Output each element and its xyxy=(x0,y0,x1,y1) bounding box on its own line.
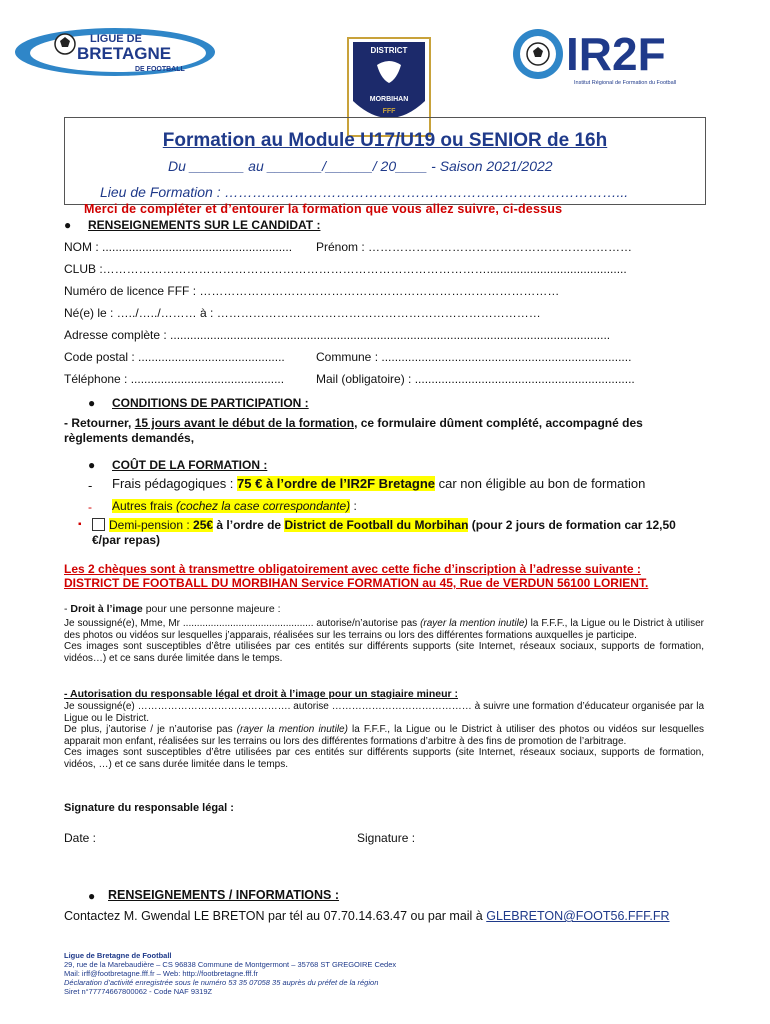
conditions-heading: CONDITIONS DE PARTICIPATION : xyxy=(112,396,309,410)
footer-address: 29, rue de la Marebaudière – CS 96838 Commune de Montgermont – 35768 ST GREGOIRE Cedex xyxy=(64,960,397,969)
ligue-bretagne-logo xyxy=(10,22,220,80)
signature-label: Signature : xyxy=(357,831,416,845)
autres-line: Autres frais (cochez la case correspondante) : xyxy=(112,499,357,513)
instructions-text: Merci de compléter et d’entourer la formation que vous allez suivre, ci-dessus xyxy=(84,202,563,216)
contact-email-link[interactable]: GLEBRETON@FOOT56.FFF.FR xyxy=(486,909,670,923)
dates-line: Du _______ au _______/______/ 20____ - Saison 2021/2022 xyxy=(168,158,553,174)
image-rights-minor-text: Je soussigné(e) ………………………………………. autorise …………………………………… à suivre une formation d’éducateur organisée par la Ligue ou le District. De plus, j’autorise / je n’autorise pas (rayer la mention inutile) la F.F.F., la Ligue ou le District à utiliser des photos ou vidéos sur lesquelles apparait mon enfant, réalisées sur les terrains ou lors des différentes formations d’arbitre à des fins de promotion de l’arbitrage. Ces images sont susceptibles d’être utilisées par ces entités sur différents supports (site Internet, réseaux sociaux, supports de formation, vidéos, …) et ce sans durée limitée dans le temps. xyxy=(64,701,705,770)
nom-field[interactable]: NOM : ......................................................... xyxy=(64,240,293,254)
contact-line: Contactez M. Gwendal LE BRETON par tél au 07.70.14.63.47 ou par mail à GLEBRETON@FOOT56.FFF.FR xyxy=(64,909,670,923)
licence-field[interactable]: Numéro de licence FFF : ……………………………………………………………………………… xyxy=(64,284,560,298)
club-field[interactable]: CLUB :…………………………………………………………………………………….......................................... xyxy=(64,262,627,276)
ir2f-logo-sub: Institut Régional de Formation du Football xyxy=(574,80,677,86)
bullet-icon: ▪ xyxy=(78,519,82,530)
date-label: Date : xyxy=(64,831,97,845)
district-logo-top: DISTRICT xyxy=(370,46,408,55)
cost-heading: COÛT DE LA FORMATION : xyxy=(112,458,268,472)
signature-heading: Signature du responsable légal : xyxy=(64,802,234,814)
district-logo-sub: FFF xyxy=(382,108,396,115)
frais-line: Frais pédagogiques : 75 € à l’ordre de l’IR2F Bretagne car non éligible au bon de formation xyxy=(112,476,646,491)
adresse-field[interactable]: Adresse complète : .................................................................................................................................... xyxy=(64,328,611,342)
footer-org: Ligue de Bretagne de Football xyxy=(64,951,172,960)
demi-pension-checkbox[interactable] xyxy=(92,518,105,531)
cheques-line-2: DISTRICT DE FOOTBALL DU MORBIHAN Service FORMATION au 45, Rue de VERDUN 56100 LORIENT. xyxy=(64,576,649,590)
cheques-line-1: Les 2 chèques sont à transmettre obligatoirement avec cette fiche d’inscription à l’adresse suivante : xyxy=(64,562,641,576)
ir2f-logo-name: IR2F xyxy=(566,28,666,80)
footer-siret: Siret n°77774667800062 - Code NAF 9319Z xyxy=(64,987,213,996)
mail-field[interactable]: Mail (obligatoire) : .................................................................. xyxy=(316,372,635,386)
ligue-logo-line2: BRETAGNE xyxy=(77,44,172,63)
bullet-icon: ● xyxy=(88,396,96,410)
lieu-line: Lieu de Formation : …………………………………………………………………………... xyxy=(100,184,629,200)
footer xyxy=(64,951,704,996)
dash-icon: - xyxy=(88,478,93,493)
prenom-field[interactable]: Prénom : ………………………………………………………… xyxy=(316,240,633,254)
conditions-text: - Retourner, 15 jours avant le début de la formation, ce formulaire dûment complété, accompagné des règlements demandés, xyxy=(64,416,643,445)
demi-line: Demi-pension : 25€ à l’ordre de District de Football du Morbihan (pour 2 jours de formation car 12,50 €/par repas) xyxy=(92,518,676,547)
telephone-field[interactable]: Téléphone : .............................................. xyxy=(64,372,285,386)
footer-declaration: Déclaration d’activité enregistrée sous le numéro 53 35 07058 35 auprès du préfet de la région xyxy=(64,978,379,987)
naissance-field[interactable]: Né(e) le : …../…../……… à : ……………………………………………………………………… xyxy=(64,306,541,320)
ligue-logo-line3: DE FOOTBALL xyxy=(135,66,185,73)
ir2f-logo xyxy=(510,26,705,88)
page-title: Formation au Module U17/U19 ou SENIOR de 16h xyxy=(162,130,608,151)
commune-field[interactable]: Commune : ........................................................................... xyxy=(316,350,632,364)
image-rights-major-heading: - Droit à l’image pour une personne majeure : xyxy=(64,603,281,615)
info-heading: RENSEIGNEMENTS / INFORMATIONS : xyxy=(108,888,340,902)
image-rights-minor-heading: - Autorisation du responsable légal et droit à l’image pour un stagiaire mineur : xyxy=(64,688,459,700)
image-rights-major-text: Je soussigné(e), Mme, Mr ............................................... autorise/n’autorise pas (rayer la mention inutile) la F.F.F., la Ligue ou le District à utiliser des photos ou vidéos sur lesquelles j’apparais, réalisées sur les terrains ou lors des différentes formations auxquelles je participe. Ces images sont susceptibles d’être utilisées par ces entités sur différents supports (site Internet, réseaux sociaux, supports de formation, vidéos…) et ce sans durée limitée dans le temps. xyxy=(64,618,705,664)
ligue-logo-line1: LIGUE DE xyxy=(90,33,142,45)
dash-icon: - xyxy=(88,500,92,514)
title-box xyxy=(64,117,706,205)
candidate-heading: RENSEIGNEMENTS SUR LE CANDIDAT : xyxy=(88,218,321,232)
bullet-icon: ● xyxy=(88,889,96,903)
bullet-icon: ● xyxy=(64,218,72,232)
code-postal-field[interactable]: Code postal : ............................................ xyxy=(64,350,285,364)
footer-mail: Mail: irff@footbretagne.fff.fr – Web: http://footbretagne.fff.fr xyxy=(64,969,258,978)
district-logo-bottom: MORBIHAN xyxy=(369,96,409,103)
bullet-icon: ● xyxy=(88,458,96,472)
